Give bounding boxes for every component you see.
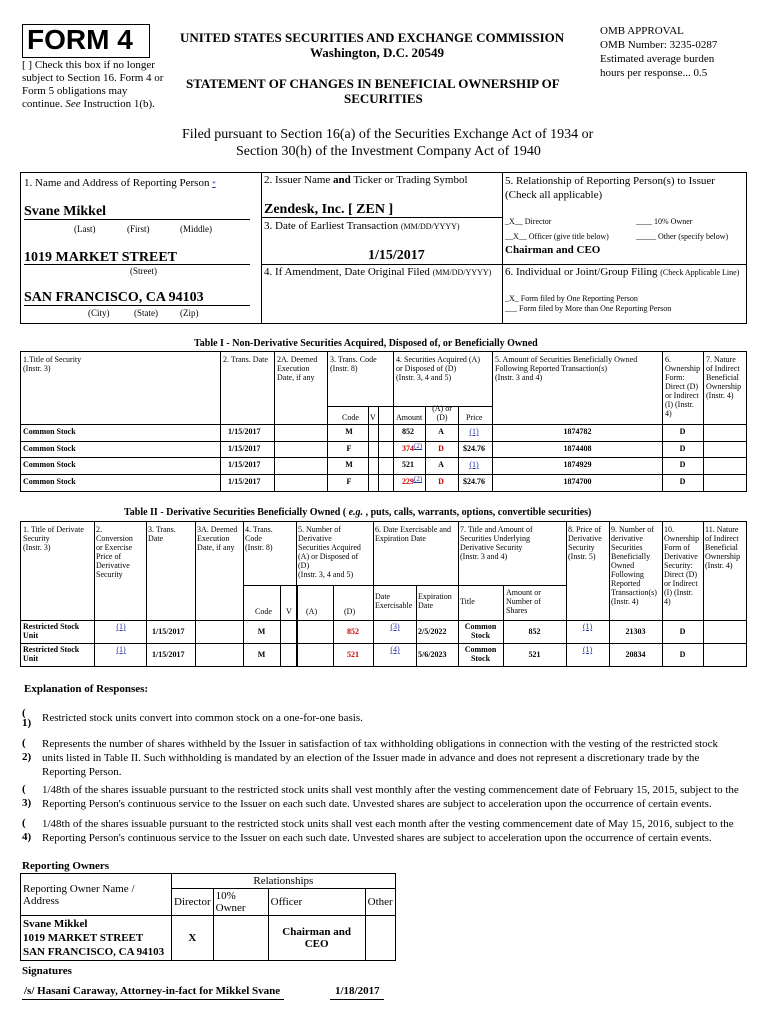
no-longer-subject-checkbox[interactable]: [ ] Check this box if no longer (22, 59, 155, 71)
street-label: (Street) (130, 266, 157, 276)
t2-row-underlying-title-cont: Stock (470, 631, 491, 640)
footnote-star-link[interactable]: * (212, 180, 216, 188)
t1-col-title: 1.Title of Security (Instr. 3) (23, 355, 82, 373)
t1-row-title: Common Stock (23, 444, 76, 453)
t2-col-underlying: 7. Title and Amount of Securities Underlying Derivative Security (Instr. 3 and 4) (460, 525, 533, 561)
owner-other-cell (365, 916, 395, 961)
t1-row-form: D (679, 460, 686, 469)
t2-row-title: Restricted Stock (23, 645, 80, 654)
t2-sub-date-exercisable: Date Exercisable (375, 592, 413, 610)
owner-director-cell: X (172, 916, 214, 961)
first-label: (First) (127, 224, 150, 234)
agency-name: UNITED STATES SECURITIES AND EXCHANGE COMMISSION (180, 30, 565, 45)
footnote-line: Represents the number of shares withheld by the Issuer in satisfaction of tax withholding obligations in connection with the vesting of the restricted stock (42, 738, 719, 750)
footnote-number-open: ( (22, 783, 26, 795)
t1-row-footnote-link[interactable]: (2) (414, 475, 423, 483)
t2-row-title-cont: Unit (23, 631, 39, 640)
t2-col-owned: 9. Number of derivative Securities Beneficially Owned Following Reported Transaction(s) (Instr. 4) (611, 525, 657, 606)
t2-col-nature: 11. Nature of Indirect Beneficial Ownership (Instr. 4) (705, 525, 741, 570)
t2-row-exercisable[interactable]: (4) (390, 645, 400, 654)
owner-name-header: Reporting Owner Name / Address (21, 874, 172, 916)
t2-row-owned: 21303 (625, 627, 646, 636)
ten-pct-owner-checkbox[interactable]: ____ 10% Owner (636, 217, 693, 226)
footnote-line: Reporting Person. (42, 766, 122, 778)
t2-col-deemed: 3A. Deemed Execution Date, if any (197, 525, 238, 552)
footnote-number-open: ( (22, 737, 26, 749)
t1-row-title: Common Stock (23, 477, 76, 486)
t2-row-price[interactable]: (1) (582, 645, 593, 654)
owners-title: Reporting Owners (22, 860, 110, 872)
t1-row-date: 1/15/2017 (228, 427, 261, 436)
t2-row-date: 1/15/2017 (152, 650, 185, 659)
form-title-box (22, 24, 150, 58)
box4-label: 4. If Amendment, Date Original Filed (MM/DD/YYYY) (264, 266, 492, 278)
t2-row-disposed: 521 (347, 650, 359, 659)
reporting-owners-table (20, 873, 396, 961)
t1-sub-aord: (A) or (D) (432, 404, 452, 422)
t1-sub-code: Code (342, 413, 359, 422)
box5-label: 5. Relationship of Reporting Person(s) to Issuer (Check all applicable) (505, 175, 715, 201)
t1-row-aord: D (438, 444, 444, 453)
omb-approval: OMB APPROVAL OMB Number: 3235-0287 Estimated average burden hours per response... 0.5 (600, 25, 718, 79)
t1-row-owned: 1874929 (563, 460, 592, 469)
t1-row-aord: A (438, 427, 444, 436)
box3-label: 3. Date of Earliest Transaction (MM/DD/YYYY) (264, 220, 460, 232)
t2-col-title: 1. Title of Derivate Security (Instr. 3) (23, 525, 84, 552)
t1-row-price: $24.76 (463, 444, 485, 453)
t1-row-footnote-link[interactable]: (2) (414, 442, 423, 450)
t2-sub-amount: Amount or Number of Shares (506, 588, 541, 615)
table2-title: Table II - Derivative Securities Beneficially Owned ( e.g. , puts, calls, warrants, options, convertible securities) (124, 507, 592, 518)
t2-sub-expiration: Expiration Date (418, 592, 452, 610)
t1-row-form: D (679, 477, 686, 486)
checkbox-instruction: [ ] Check this box if no longer subject to Section 16. Form 4 or Form 5 obligations may continue. See Instruction 1(b). (22, 59, 164, 110)
filed-pursuant-line2: Section 30(h) of the Investment Company Act of 1940 (236, 144, 541, 159)
t2-col-form: 10. Ownership Form of Derivative Security: Direct (D) or Indirect (I) (Instr. 4) (664, 525, 700, 606)
t2-row-code: M (257, 650, 266, 659)
footnote-line: Reporting Person's continuous service to the Issuer on each such date. Unvested shares are subject to acceleration upon the occurrence of certain events. (42, 832, 712, 844)
t1-col-acquired: 4. Securities Acquired (A) or Disposed of (D) (Instr. 3, 4 and 5) (396, 355, 480, 382)
t1-row-date: 1/15/2017 (228, 444, 261, 453)
officer-title: Chairman and CEO (505, 244, 601, 256)
footnote-number: 1) (22, 717, 32, 729)
ten-pct-col-header: 10% Owner (213, 889, 268, 916)
director-checkbox[interactable]: _X__ Director (505, 217, 552, 226)
t2-row-owned: 20834 (625, 650, 646, 659)
owner-ten-pct-cell (213, 916, 268, 961)
footnote-number: 4) (22, 831, 32, 843)
t2-col-price: 8. Price of Derivative Security (Instr. 5) (568, 525, 602, 561)
t2-row-conversion[interactable]: (1) (116, 622, 126, 631)
t1-row-amount: 229 (402, 477, 414, 486)
signature-date: 1/18/2017 (335, 985, 380, 997)
t2-sub-code: Code (255, 607, 272, 616)
footnote-line: Restricted stock units convert into common stock on a one-for-one basis. (42, 712, 363, 724)
t2-row-underlying-title: Common (464, 622, 497, 631)
t2-row-underlying-amount: 852 (528, 627, 541, 636)
t1-row-owned: 1874700 (563, 477, 592, 486)
t2-row-underlying-title: Common (464, 645, 497, 654)
t1-row-amount: 521 (402, 460, 414, 469)
footnote-text (42, 711, 363, 725)
zip-label: (Zip) (180, 308, 199, 318)
footnote-number-open: ( (22, 707, 26, 719)
t1-sub-price: Price (466, 413, 483, 422)
footnote-number-open: ( (22, 817, 26, 829)
t1-row-price: $24.76 (463, 477, 485, 486)
officer-checkbox[interactable]: __X__ Officer (give title below) (505, 232, 609, 241)
t1-row-date: 1/15/2017 (228, 477, 261, 486)
t1-sub-amount: Amount (396, 413, 423, 422)
owner-officer-cell: Chairman and CEO (268, 916, 365, 961)
relationships-header: Relationships (172, 874, 396, 889)
t1-row-aord: D (438, 477, 444, 486)
signer-name: /s/ Hasani Caraway, Attorney-in-fact for Mikkel Svane (24, 985, 281, 997)
t2-sub-v: V (286, 607, 292, 616)
footnote-text (42, 817, 734, 845)
t1-row-title: Common Stock (23, 427, 76, 436)
box6-label: 6. Individual or Joint/Group Filing (Check Applicable Line) (505, 266, 740, 278)
t1-row-aord: A (438, 460, 444, 469)
state-label: (State) (134, 308, 158, 318)
t2-col-conversion: 2. Conversion or Exercise Price of Derivative Security (96, 525, 133, 579)
middle-label: (Middle) (180, 224, 212, 234)
earliest-transaction-date: 1/15/2017 (368, 248, 425, 263)
t2-row-conversion[interactable]: (1) (116, 645, 126, 654)
footnote-line: 1/48th of the shares issuable pursuant to the restricted stock units shall vest each month after the vesting commencement date of May 15, 2016, subject to the (42, 818, 734, 830)
form-title: FORM 4 (27, 24, 133, 55)
filed-pursuant-line1: Filed pursuant to Section 16(a) of the Securities Exchange Act of 1934 or (182, 127, 594, 142)
footnote-text (42, 783, 739, 811)
t1-col-owned: 5. Amount of Securities Beneficially Owned Following Reported Transaction(s) (Instr. 3 and 4) (495, 355, 638, 382)
one-person-filing-option[interactable]: _X_ Form filed by One Reporting Person (505, 294, 638, 303)
t1-col-date: 2. Trans. Date (223, 355, 268, 364)
t2-row-form: D (679, 650, 686, 659)
t2-row-disposed: 852 (347, 627, 359, 636)
t2-row-underlying-amount: 521 (528, 650, 541, 659)
signatures-title: Signatures (22, 965, 72, 977)
reporting-person-city: SAN FRANCISCO, CA 94103 (24, 290, 204, 305)
t2-row-title-cont: Unit (23, 654, 39, 663)
t2-sub-d: (D) (344, 607, 356, 616)
t1-row-owned: 1874408 (563, 444, 592, 453)
t2-row-expiration: 5/6/2023 (418, 650, 447, 659)
footnote-number: 3) (22, 797, 32, 809)
other-col-header: Other (365, 889, 395, 916)
footnote-text (42, 737, 718, 779)
t1-row-price[interactable]: (1) (469, 427, 479, 436)
t2-row-price[interactable]: (1) (582, 622, 593, 631)
t1-col-nature: 7. Nature of Indirect Beneficial Ownership (Instr. 4) (706, 355, 742, 400)
t1-row-date: 1/15/2017 (228, 460, 261, 469)
statement-title-line1: STATEMENT OF CHANGES IN BENEFICIAL OWNERSHIP OF (186, 76, 560, 91)
t1-row-code: M (345, 460, 353, 469)
t2-row-exercisable[interactable]: (3) (390, 622, 400, 631)
issuer-name: Zendesk, Inc. [ ZEN ] (264, 202, 394, 217)
t1-sub-v: V (370, 413, 376, 422)
t1-row-title: Common Stock (23, 460, 76, 469)
footnote-number: 2) (22, 751, 32, 763)
t1-row-code: F (346, 444, 352, 453)
last-label: (Last) (74, 224, 96, 234)
t2-row-form: D (679, 627, 686, 636)
t1-row-form: D (679, 427, 686, 436)
t1-col-deemed: 2A. Deemed Execution Date, if any (277, 355, 318, 382)
footnote-line: units listed in Table II. Such withholding is mandated by an election of the Issuer made in advance and does not represent a discretionary trade by the (42, 752, 700, 764)
statement-title-line2: SECURITIES (344, 91, 423, 106)
t1-row-code: F (346, 477, 352, 486)
t2-row-date: 1/15/2017 (152, 627, 185, 636)
box1-label: 1. Name and Address of Reporting Person * (24, 177, 216, 189)
footnote-line: Reporting Person's continuous service to the Issuer on each such date. Unvested shares are subject to acceleration upon the occurrence of certain events. (42, 798, 712, 810)
t2-sub-a: (A) (306, 607, 318, 616)
t2-col-exercisable: 6. Date Exercisable and Expiration Date (375, 525, 451, 543)
t2-row-underlying-title-cont: Stock (470, 654, 491, 663)
t1-row-code: M (345, 427, 353, 436)
box2-label: 2. Issuer Name and Ticker or Trading Symbol (264, 174, 468, 186)
t2-row-expiration: 2/5/2022 (418, 627, 447, 636)
t1-row-form: D (679, 444, 686, 453)
t1-row-owned: 1874782 (563, 427, 592, 436)
footnote-line: 1/48th of the shares issuable pursuant to the restricted stock units shall vest monthly after the vesting commencement date of February 15, 2015, subject to the (42, 784, 739, 796)
owner-address-cell: Svane Mikkel 1019 MARKET STREET SAN FRANCISCO, CA 94103 (21, 916, 172, 961)
t1-col-code: 3. Trans. Code (Instr. 8) (330, 355, 377, 373)
agency-city: Washington, D.C. 20549 (310, 45, 444, 60)
t2-col-code: 4. Trans. Code (Instr. 8) (245, 525, 273, 552)
t2-col-date: 3. Trans. Date (148, 525, 176, 543)
other-checkbox[interactable]: _____ Other (specify below) (636, 232, 729, 241)
t2-row-code: M (257, 627, 266, 636)
reporting-person-name: Svane Mikkel (24, 204, 107, 219)
t2-row-title: Restricted Stock (23, 622, 80, 631)
explanation-title: Explanation of Responses: (24, 683, 149, 695)
reporting-person-street: 1019 MARKET STREET (24, 250, 177, 265)
table1-title: Table I - Non-Derivative Securities Acquired, Disposed of, or Beneficially Owned (194, 338, 538, 349)
t1-row-amount: 374 (402, 444, 414, 453)
t1-col-form: 6. Ownership Form: Direct (D) or Indirect (I) (Instr. 4) (665, 355, 701, 418)
t2-sub-title: Title (460, 597, 475, 606)
city-label: (City) (88, 308, 110, 318)
t1-row-amount: 852 (402, 427, 414, 436)
director-col-header: Director (172, 889, 214, 916)
t2-col-number: 5. Number of Derivative Securities Acquired (A) or Disposed of (D) (Instr. 3, 4 and 5) (298, 525, 361, 579)
t1-row-price[interactable]: (1) (469, 460, 479, 469)
multi-person-filing-option[interactable]: ___ Form filed by More than One Reporting Person (505, 304, 672, 313)
officer-col-header: Officer (268, 889, 365, 916)
